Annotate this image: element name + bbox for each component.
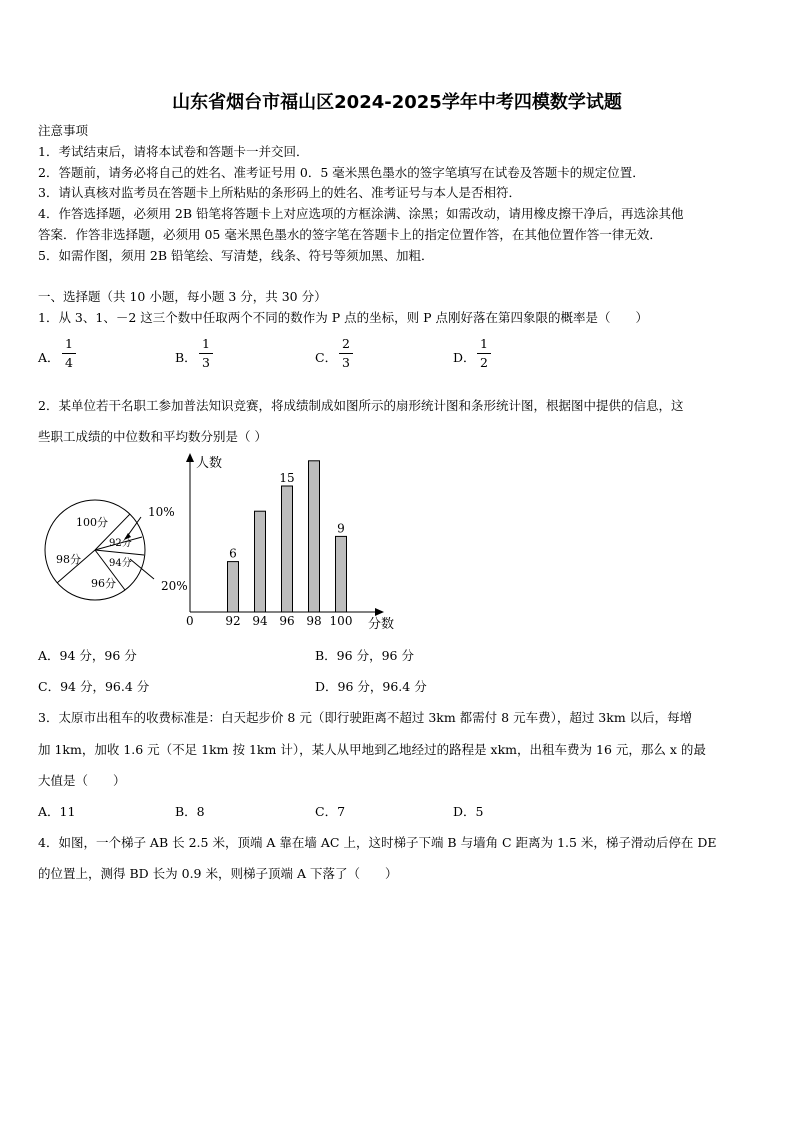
q1-option-d-label: D． <box>453 350 476 365</box>
notice-heading: 注意事项 <box>38 123 89 138</box>
bar-data-label: 6 <box>229 546 237 561</box>
bar-data-label: 9 <box>337 521 345 536</box>
q1-option-b-fraction <box>199 337 213 370</box>
y-axis-arrow <box>186 453 194 462</box>
question-3-stem-cont: 大值是（ ） <box>38 773 126 788</box>
bar-96 <box>282 486 293 612</box>
q1-option-b-label: B． <box>175 350 197 365</box>
numerator: 1 <box>65 336 73 351</box>
pie-label-96: 96分 <box>91 577 116 590</box>
q2-option-a: A．94 分，96 分 <box>38 648 137 663</box>
q3-option-a: A．11 <box>38 804 76 819</box>
pointer-20 <box>130 559 154 579</box>
q1-option-a-fraction <box>62 337 76 370</box>
x-tick-label: 96 <box>279 614 295 628</box>
question-3-stem: 3．太原市出租车的收费标准是：白天起步价 8 元（即行驶距离不超过 3km 都需付 8 元车费），超过 3km 以后，每增 <box>38 710 693 725</box>
bar-94 <box>255 511 266 612</box>
pie-label-92: 92分 <box>109 538 132 549</box>
notice-item: 3．请认真核对监考员在答题卡上所粘贴的条形码上的姓名、准考证号与本人是否相符． <box>38 185 521 200</box>
x-tick-label: 92 <box>225 614 241 628</box>
q1-option-d-fraction <box>477 337 491 370</box>
numerator: 1 <box>202 336 210 351</box>
notice-item: 4．作答选择题，必须用 2B 铅笔将答题卡上对应选项的方框涂满、涂黑；如需改动，请用橡皮擦干净后，再选涂其他 <box>38 206 684 221</box>
numerator: 2 <box>342 336 350 351</box>
question-4-stem: 4．如图，一个梯子 AB 长 2.5 米，顶端 A 靠在墙 AC 上，这时梯子下端 B 与墙角 C 距离为 1.5 米，梯子滑动后停在 DE <box>38 835 717 850</box>
pie-label-98: 98分 <box>56 553 81 566</box>
exam-title: 山东省烟台市福山区2024-2025学年中考四模数学试题 <box>172 92 622 113</box>
x-axis-label: 分数 <box>368 617 395 632</box>
x-tick-label: 98 <box>306 614 322 628</box>
q1-option-a-label: A． <box>38 350 60 365</box>
x-tick-label: 94 <box>252 614 268 628</box>
denominator: 3 <box>342 355 350 370</box>
bar-92 <box>228 562 239 612</box>
bar-100 <box>336 536 347 612</box>
notice-item: 1．考试结束后，请将本试卷和答题卡一并交回． <box>38 144 309 159</box>
x-tick-label: 100 <box>329 614 353 628</box>
q2-option-b: B．96 分，96 分 <box>315 648 414 663</box>
bar-98 <box>309 461 320 612</box>
section-heading: 一、选择题（共 10 小题，每小题 3 分，共 30 分） <box>38 289 327 304</box>
y-axis-label: 人数 <box>196 456 223 471</box>
pie-label-94: 94分 <box>109 558 132 569</box>
origin-label: 0 <box>186 614 194 628</box>
bar-chart <box>180 450 410 635</box>
denominator: 4 <box>65 355 73 370</box>
pie-pct-20: 20% <box>161 579 188 593</box>
numerator: 1 <box>480 336 488 351</box>
denominator: 3 <box>202 355 210 370</box>
pie-label-100: 100分 <box>76 516 108 529</box>
q2-option-d: D．96 分，96.4 分 <box>315 679 427 694</box>
notice-item: 2．答题前，请务必将自己的姓名、准考证号用 0．5 毫米黑色墨水的签字笔填写在试卷及答题卡的规定位置． <box>38 165 645 180</box>
question-3-stem-cont: 加 1km，加收 1.6 元（不足 1km 按 1km 计），某人从甲地到乙地经过的路程是 xkm，出租车费为 16 元，那么 x 的最 <box>38 742 706 757</box>
pie-divider <box>95 550 144 555</box>
pie-chart <box>38 495 198 605</box>
pie-pct-10: 10% <box>148 505 175 519</box>
notice-item: 答案．作答非选择题，必须用 05 毫米黑色墨水的签字笔在答题卡上的指定位置作答，在其他位置作答一律无效． <box>38 227 662 242</box>
notice-item: 5．如需作图，须用 2B 铅笔绘、写清楚，线条、符号等须加黑、加粗． <box>38 248 434 263</box>
q1-option-c-label: C． <box>315 350 338 365</box>
bar-data-label: 15 <box>279 471 295 485</box>
question-2-stem-cont: 些职工成绩的中位数和平均数分别是（ ） <box>38 429 267 444</box>
q3-option-c: C．7 <box>315 804 346 819</box>
question-4-stem-cont: 的位置上，测得 BD 长为 0.9 米，则梯子顶端 A 下落了（ ） <box>38 866 398 881</box>
q1-option-c-fraction <box>339 337 353 370</box>
x-axis-arrow <box>375 608 384 616</box>
q2-option-c: C．94 分，96.4 分 <box>38 679 150 694</box>
q3-option-d: D．5 <box>453 804 484 819</box>
question-1-stem: 1．从 3、1、－2 这三个数中任取两个不同的数作为 P 点的坐标，则 P 点刚好落在第四象限的概率是（ ） <box>38 310 648 325</box>
q3-option-b: B．8 <box>175 804 205 819</box>
question-2-stem: 2．某单位若干名职工参加普法知识竞赛，将成绩制成如图所示的扇形统计图和条形统计图，根据图中提供的信息，这 <box>38 398 684 413</box>
denominator: 2 <box>480 355 488 370</box>
